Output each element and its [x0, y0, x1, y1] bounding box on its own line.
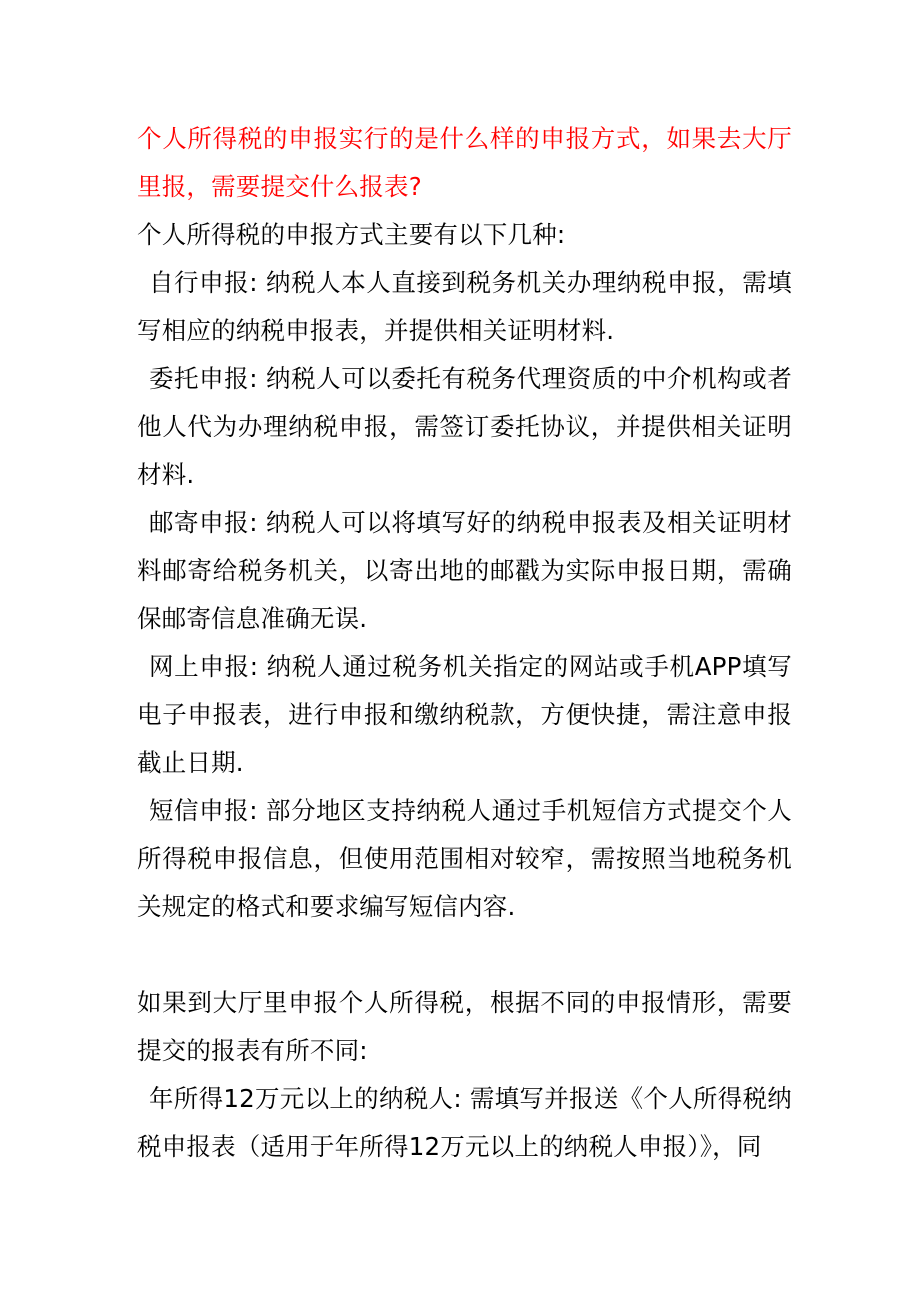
hall-item-high-income: 年所得12万元以上的纳税人: 需填写并报送《个人所得税纳税申报表（适用于年所得12万元以上的纳税人申报）》，同	[137, 1084, 792, 1161]
document-title: 个人所得税的申报实行的是什么样的申报方式，如果去大厅里报，需要提交什么报表?	[137, 124, 792, 201]
method-mail-filing: 邮寄申报: 纳税人可以将填写好的纳税申报表及相关证明材料邮寄给税务机关，以寄出地的邮戳为实际申报日期，需确保邮寄信息准确无误.	[137, 508, 792, 633]
method-online-filing: 网上申报: 纳税人通过税务机关指定的网站或手机APP填写电子申报表，进行申报和缴纳税款，方便快捷，需注意申报截止日期.	[137, 652, 792, 777]
paragraph-gap	[137, 931, 792, 979]
hall-intro-paragraph: 如果到大厅里申报个人所得税，根据不同的申报情形，需要提交的报表有所不同:	[137, 988, 792, 1065]
method-entrusted-filing: 委托申报: 纳税人可以委托有税务代理资质的中介机构或者他人代为办理纳税申报，需签订委托协议，并提供相关证明材料.	[137, 364, 792, 489]
method-self-filing: 自行申报: 纳税人本人直接到税务机关办理纳税申报，需填写相应的纳税申报表，并提供相关证明材料.	[137, 268, 792, 345]
method-sms-filing: 短信申报: 部分地区支持纳税人通过手机短信方式提交个人所得税申报信息，但使用范围相对较窄，需按照当地税务机关规定的格式和要求编写短信内容.	[137, 796, 792, 921]
intro-paragraph: 个人所得税的申报方式主要有以下几种:	[137, 220, 566, 249]
